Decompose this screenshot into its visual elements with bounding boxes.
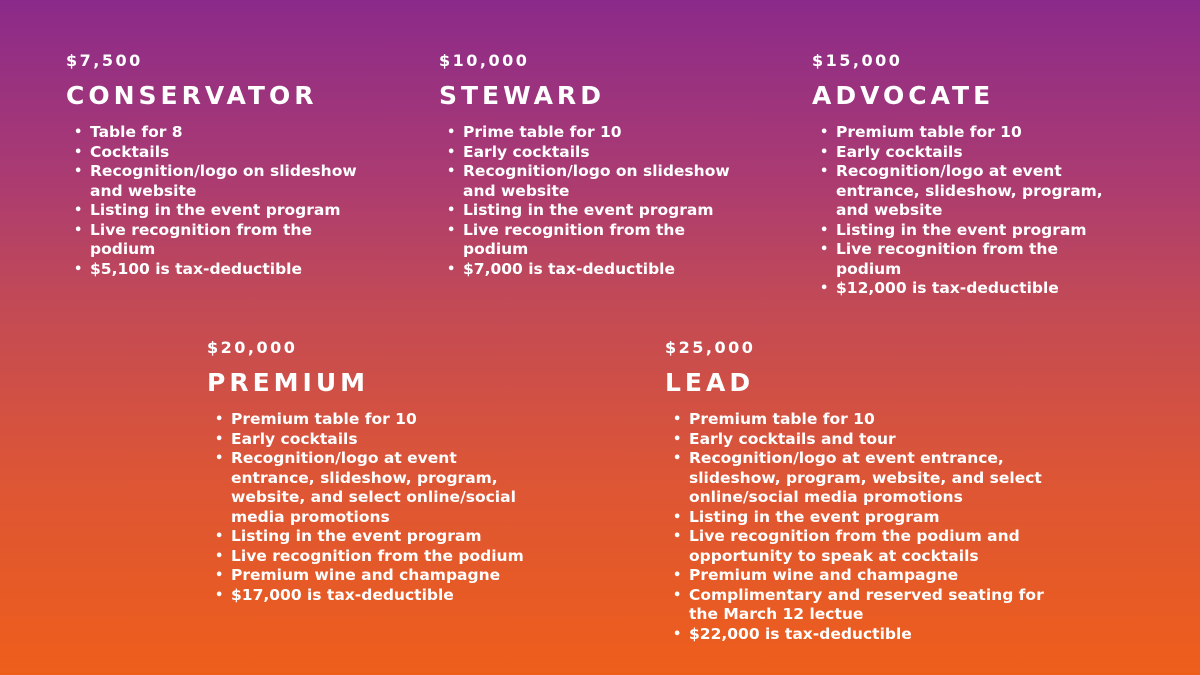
benefit-item: • Listing in the event program [215, 527, 527, 547]
tier-name: CONSERVATOR [66, 81, 318, 110]
benefit-item: • $17,000 is tax-deductible [215, 586, 527, 606]
benefit-item: • Live recognition from the podium [447, 221, 739, 260]
benefit-item: • Listing in the event program [673, 508, 1055, 528]
benefit-list [215, 410, 527, 605]
tier-steward [439, 51, 739, 279]
benefit-list [820, 123, 1122, 299]
benefit-item: • Early cocktails [447, 143, 739, 163]
benefit-item: • Live recognition from the podium and opportunity to speak at cocktails [673, 527, 1029, 566]
benefit-item: • Early cocktails [215, 430, 527, 450]
benefit-item: • Early cocktails and tour [673, 430, 1055, 450]
tier-price: $15,000 [812, 51, 903, 70]
benefit-item: • Recognition/logo at event entrance, slideshow, program, website, and select online/social media promotions [673, 449, 1044, 508]
benefit-item: • Recognition/logo on slideshow and website [447, 162, 733, 201]
tier-price: $10,000 [439, 51, 530, 70]
benefit-item: • Live recognition from the podium [74, 221, 366, 260]
benefit-item: • Listing in the event program [820, 221, 1122, 241]
benefit-item: • $5,100 is tax-deductible [74, 260, 366, 280]
benefit-item: • Cocktails [74, 143, 366, 163]
tier-lead [665, 338, 1055, 644]
tier-premium [207, 338, 527, 605]
tier-name: PREMIUM [207, 368, 370, 397]
benefit-item: • Recognition/logo at event entrance, slideshow, program, and website [820, 162, 1106, 221]
benefit-item: • Table for 8 [74, 123, 366, 143]
benefit-item: • Recognition/logo at event entrance, slideshow, program, website, and select online/social media promotions [215, 449, 516, 527]
benefit-item: • Premium wine and champagne [673, 566, 1055, 586]
benefit-item: • Premium table for 10 [215, 410, 527, 430]
tier-price: $20,000 [207, 338, 298, 357]
tier-conservator [66, 51, 366, 279]
benefit-item: • $7,000 is tax-deductible [447, 260, 739, 280]
tier-name: ADVOCATE [812, 81, 995, 110]
tier-price: $25,000 [665, 338, 756, 357]
benefit-item: • $22,000 is tax-deductible [673, 625, 1055, 645]
tier-advocate [812, 51, 1122, 299]
tier-price: $7,500 [66, 51, 143, 70]
benefit-item: • Listing in the event program [447, 201, 739, 221]
benefit-item: • Live recognition from the podium [820, 240, 1122, 279]
tier-name: LEAD [665, 368, 755, 397]
benefit-item: • $12,000 is tax-deductible [820, 279, 1122, 299]
benefit-item: • Live recognition from the podium [215, 547, 527, 567]
benefit-list [673, 410, 1055, 644]
benefit-list [74, 123, 366, 279]
benefit-item: • Listing in the event program [74, 201, 366, 221]
benefit-item: • Prime table for 10 [447, 123, 739, 143]
benefit-list [447, 123, 739, 279]
benefit-item: • Premium wine and champagne [215, 566, 527, 586]
benefit-item: • Premium table for 10 [820, 123, 1122, 143]
tier-name: STEWARD [439, 81, 605, 110]
benefit-item: • Recognition/logo on slideshow and website [74, 162, 360, 201]
benefit-item: • Early cocktails [820, 143, 1122, 163]
benefit-item: • Complimentary and reserved seating for the March 12 lectue [673, 586, 1054, 625]
benefit-item: • Premium table for 10 [673, 410, 1055, 430]
